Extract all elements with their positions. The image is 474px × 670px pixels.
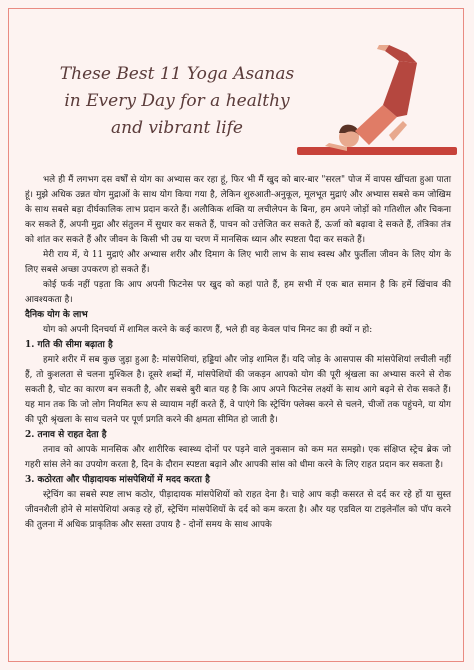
title-banner: [9, 9, 464, 159]
heading-stiffness: 3. कठोरता और पीड़ादायक मांसपेशियों में मदद करता है: [25, 475, 210, 485]
title-line-3: and vibrant life: [111, 118, 243, 138]
paragraph-range-of-motion: हमारे शरीर में सब कुछ जुड़ा हुआ है: मांसपेशियां, हड्डियां और जोड़ शामिल हैं। यदि जोड़ के आसपास की मांसपेशियां लचीली नहीं हैं, तो कुशलता से चलना मुश्किल है। दूसरे शब्दों में, मांसपेशियों की जकड़न आपको योग की पूरी श्रृंखला का अभ्यास करने से रोक सकती है, चोट का कारण बन सकती है, और सबसे बुरी बात यह है कि आप अपने फिटनेस लक्ष्यों के साथ आगे बढ़ने से रोक सकते हैं। यह मान तक कि जो लोग नियमित रूप से व्यायाम नहीं करते हैं, वे पाएंगे कि स्ट्रेचिंग फ्लेक्स करने से चलने, चीजों तक पहुंचने, या योग की पूरी श्रृंखला के साथ चलने पर पूर्ण प्रगति करने की क्षमता सीमित हो जाती है।: [25, 355, 451, 425]
paragraph-intro: भले ही मैं लगभग दस वर्षों से योग का अभ्यास कर रहा हूं, फिर भी मैं खुद को बार-बार "सरल" पोज में वापस खींचता हुआ पाता हूं। मुझे अधिक उन्नत योग मुद्राओं के साथ योग किया गया है, लेकिन शुरुआती-अनुकूल, मूलभूत मुद्राएं और अभ्यास सबसे कम जोखिम के साथ सबसे बड़ा दीर्घकालिक लाभ प्रदान करते हैं। अलौकिक शक्ति या लचीलेपन के बिना, हम अपने जोड़ों को गतिशील और चिकना कर सकते हैं, अपनी मुद्रा और संतुलन में सुधार कर सकते हैं, पाचन को उत्तेजित कर सकते हैं, ऊर्जा को बढ़ावा दे सकते हैं, तंत्रिका तंत्र को शांत कर सकते हैं और जीवन के किसी भी उम्र या चरण में मानसिक ध्यान और स्पष्टता पैदा कर सकते हैं।: [25, 175, 451, 245]
paragraph-stress-relief: तनाव को आपके मानसिक और शारीरिक स्वास्थ्य दोनों पर पड़ने वाले नुकसान को कम मत समझो। एक संक्षिप्त स्ट्रेच ब्रेक जो गहरी सांस लेने का उपयोग करता है, दिन के दौरान स्पष्टता बढ़ाने और आपकी सांस को धीमा करने के लिए राहत प्रदान कर सकता है।: [25, 445, 451, 470]
yoga-mat: [297, 147, 457, 155]
page-frame: [8, 8, 464, 662]
paragraph-stretch: कोई फर्क नहीं पड़ता कि आप अपनी फिटनेस पर खुद को कहां पाते हैं, हम सभी में एक बात समान है कि हमें खिंचाव की आवश्यकता है।: [25, 280, 451, 305]
pants: [383, 61, 417, 117]
legs: [385, 45, 417, 63]
paragraph-stiffness: स्ट्रेचिंग का सबसे स्पष्ट लाभ कठोर, पीड़ादायक मांसपेशियों को राहत देना है। चाहे आप कड़ी कसरत से दर्द कर रहे हों या सुस्त जीवनशैली होने से मांसपेशियां अकड़ रहे हों, स्ट्रेचिंग मांसपेशियों के दर्द को कम करता है। और यह एडविल या टाइलेनॉल को पॉप करने की तुलना में अधिक प्राकृतिक और सस्ता उपाय है - दोनों समय के साथ आपके: [25, 490, 451, 530]
title-line-2: in Every Day for a healthy: [64, 91, 290, 111]
paragraph-reasons: योग को अपनी दिनचर्या में शामिल करने के कई कारण हैं, भले ही वह केवल पांच मिनट का ही क्यों न हो:: [43, 325, 373, 335]
heading-range-of-motion: 1. गति की सीमा बढ़ाता है: [25, 340, 113, 350]
heading-benefits: दैनिक योग के लाभ: [25, 310, 88, 320]
banner-title: [47, 61, 307, 142]
arm-right: [389, 121, 407, 141]
paragraph-opinion: मेरी राय में, ये 11 मुद्राएं और अभ्यास शरीर और दिमाग के लिए भारी लाभ के साथ स्वस्थ और फुर्तीला जीवन के लिए योग के लिए सबसे अच्छा उपकरण हो सकते हैं।: [25, 250, 452, 275]
heading-stress-relief: 2. तनाव से राहत देता है: [25, 430, 107, 440]
title-line-1: These Best 11 Yoga Asanas: [59, 64, 295, 84]
woman-yoga-shoulder-stand-icon: [289, 43, 459, 159]
article-body: [25, 173, 451, 533]
